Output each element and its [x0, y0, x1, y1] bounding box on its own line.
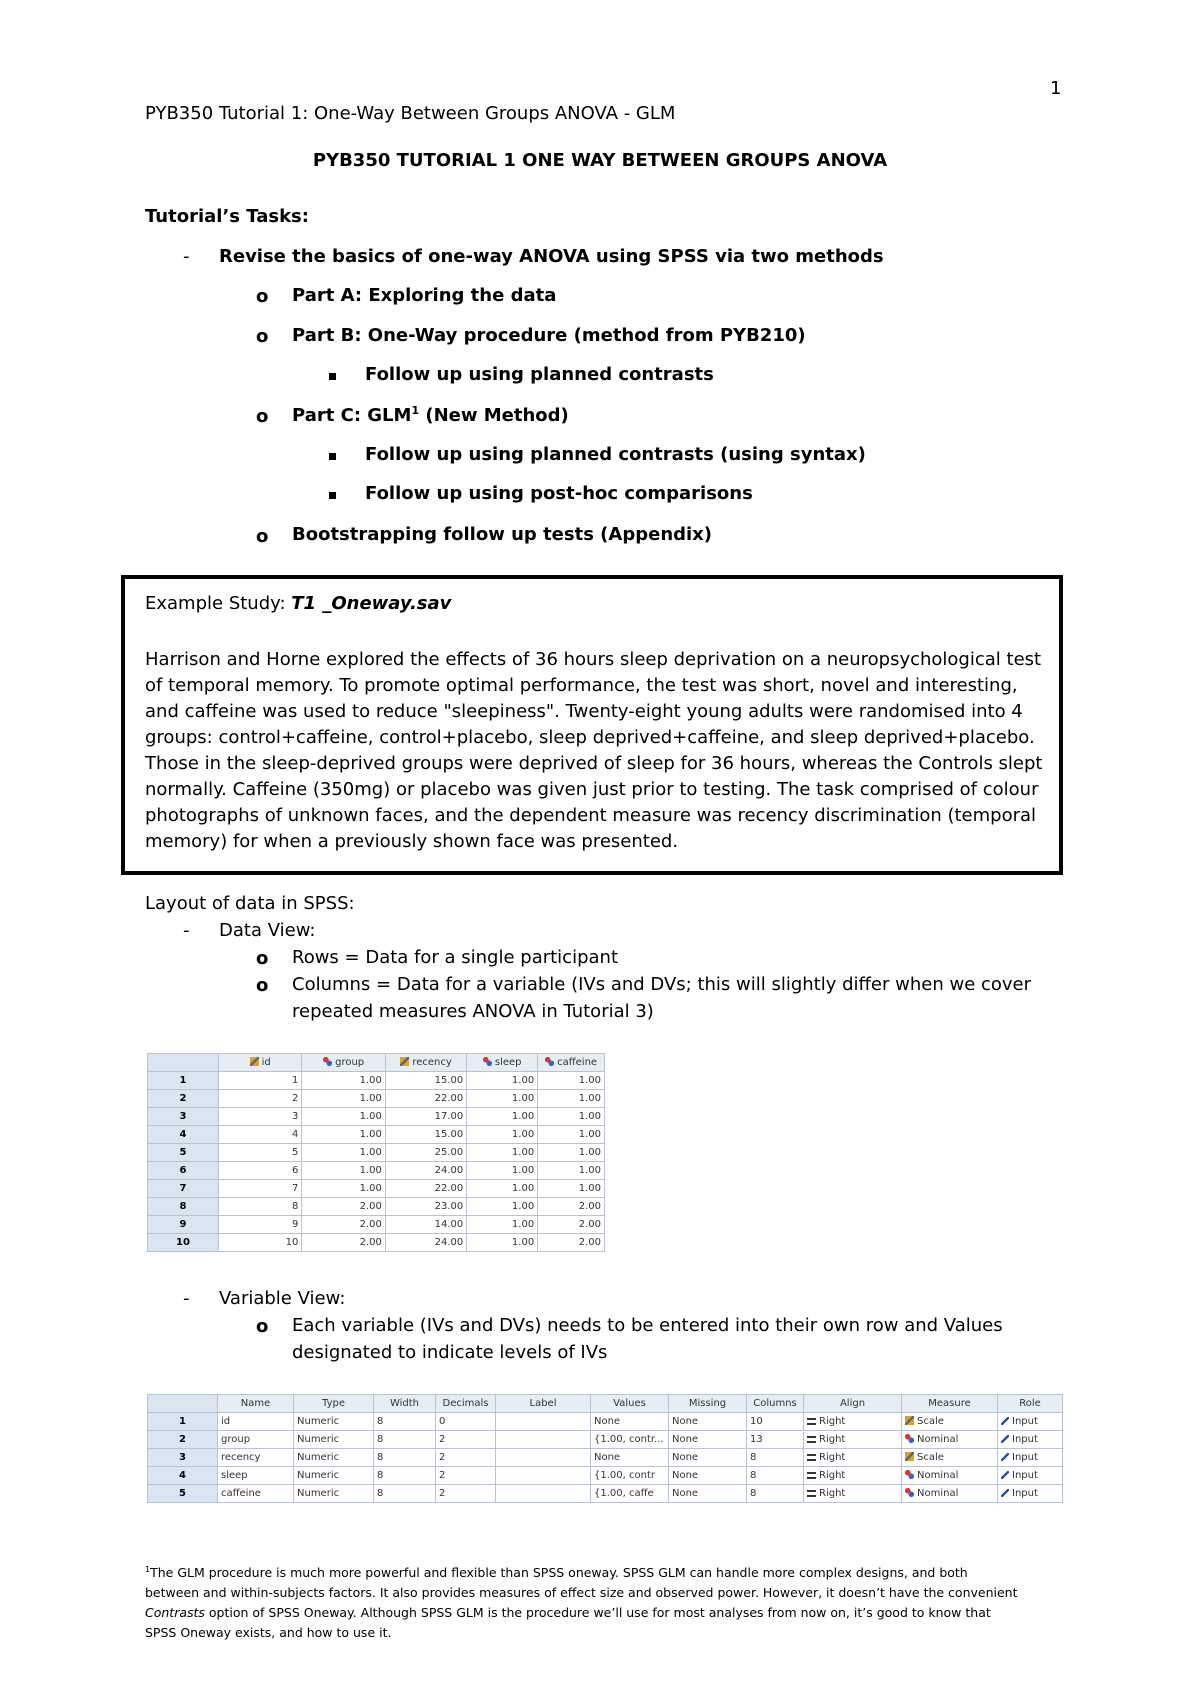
table-cell[interactable]: 8	[374, 1431, 436, 1449]
table-cell[interactable]: Right	[804, 1449, 902, 1467]
table-cell[interactable]: 8	[218, 1198, 301, 1216]
table-cell[interactable]: 1.00	[538, 1072, 605, 1090]
column-header-role[interactable]: Role	[998, 1395, 1063, 1413]
table-cell[interactable]: 25.00	[385, 1144, 466, 1162]
input-role-icon	[1001, 1435, 1009, 1443]
table-cell[interactable]: 1.00	[467, 1198, 538, 1216]
table-row[interactable]	[148, 1162, 605, 1180]
column-header-group[interactable]: group	[302, 1054, 385, 1072]
table-cell[interactable]: 5	[218, 1144, 301, 1162]
table-cell[interactable]: 1.00	[538, 1162, 605, 1180]
task-part-b: Part B: One-Way procedure (method from PYB210)	[292, 325, 806, 346]
input-role-icon	[1001, 1417, 1009, 1425]
table-cell[interactable]: 3	[218, 1108, 301, 1126]
table-row[interactable]	[148, 1072, 605, 1090]
table-cell[interactable]: 15.00	[385, 1126, 466, 1144]
table-cell[interactable]: 2.00	[302, 1216, 385, 1234]
row-number[interactable]: 7	[148, 1180, 219, 1198]
table-cell[interactable]: None	[669, 1467, 747, 1485]
row-number[interactable]: 9	[148, 1216, 219, 1234]
table-row[interactable]	[148, 1090, 605, 1108]
columns-description-2: repeated measures ANOVA in Tutorial 3)	[292, 1001, 654, 1022]
column-header-align[interactable]: Align	[804, 1395, 902, 1413]
task-part-c: Part C: GLM$^1$ (New Method)	[292, 404, 569, 426]
table-row[interactable]	[148, 1485, 1063, 1503]
align-right-icon	[807, 1436, 816, 1443]
table-cell[interactable]: 2.00	[302, 1234, 385, 1252]
table-cell[interactable]: 10	[218, 1234, 301, 1252]
table-cell[interactable]: 17.00	[385, 1108, 466, 1126]
table-cell[interactable]: 1.00	[467, 1126, 538, 1144]
square-bullet	[329, 373, 336, 380]
table-cell[interactable]: 2	[436, 1485, 496, 1503]
variable-view-table	[147, 1394, 1063, 1503]
table-cell[interactable]: 2	[436, 1449, 496, 1467]
row-number[interactable]: 3	[148, 1449, 218, 1467]
example-study-box	[121, 575, 1063, 875]
table-cell[interactable]: 4	[218, 1126, 301, 1144]
row-number[interactable]: 2	[148, 1090, 219, 1108]
table-cell[interactable]: group	[218, 1431, 294, 1449]
table-cell[interactable]: 8	[374, 1449, 436, 1467]
table-cell[interactable]: 1.00	[467, 1216, 538, 1234]
table-row[interactable]	[148, 1180, 605, 1198]
table-cell[interactable]: 24.00	[385, 1162, 466, 1180]
row-number[interactable]: 10	[148, 1234, 219, 1252]
page-number: 1	[1050, 78, 1062, 99]
data-view-table	[147, 1053, 605, 1252]
table-cell[interactable]	[496, 1449, 591, 1467]
dash-bullet: -	[183, 246, 190, 267]
table-cell[interactable]: {1.00, contr	[591, 1467, 669, 1485]
table-cell[interactable]: Right	[804, 1431, 902, 1449]
table-cell[interactable]: 8	[747, 1485, 804, 1503]
table-cell[interactable]: 1.00	[302, 1162, 385, 1180]
table-cell[interactable]: Right	[804, 1467, 902, 1485]
table-row[interactable]	[148, 1431, 1063, 1449]
o-bullet: o	[256, 948, 269, 969]
table-cell[interactable]: Right	[804, 1485, 902, 1503]
table-cell[interactable]: 0	[436, 1413, 496, 1431]
footnote-marker: 1	[145, 1565, 151, 1574]
table-cell[interactable]: 7	[218, 1180, 301, 1198]
scale-icon	[250, 1057, 259, 1066]
table-cell[interactable]: 22.00	[385, 1090, 466, 1108]
input-role-icon	[1001, 1471, 1009, 1479]
table-cell[interactable]: 22.00	[385, 1180, 466, 1198]
table-cell[interactable]: 1.00	[467, 1162, 538, 1180]
input-role-icon	[1001, 1453, 1009, 1461]
document-title: PYB350 TUTORIAL 1 ONE WAY BETWEEN GROUPS ANOVA	[312, 150, 888, 171]
column-header-missing[interactable]: Missing	[669, 1395, 747, 1413]
align-right-icon	[807, 1472, 816, 1479]
table-cell[interactable]: Input	[998, 1413, 1063, 1431]
column-header-id[interactable]: id	[218, 1054, 301, 1072]
table-cell[interactable]: Nominal	[902, 1431, 998, 1449]
table-cell[interactable]: 1.00	[302, 1108, 385, 1126]
align-right-icon	[807, 1490, 816, 1497]
row-number[interactable]: 4	[148, 1126, 219, 1144]
table-cell[interactable]: caffeine	[218, 1485, 294, 1503]
table-cell[interactable]: 6	[218, 1162, 301, 1180]
table-cell[interactable]: Input	[998, 1467, 1063, 1485]
nominal-icon	[545, 1057, 554, 1066]
row-number[interactable]: 2	[148, 1431, 218, 1449]
o-bullet: o	[256, 1316, 269, 1337]
data-view-heading: Data View:	[219, 920, 316, 941]
square-bullet	[329, 453, 336, 460]
table-cell[interactable]: 8	[374, 1413, 436, 1431]
table-cell[interactable]: 15.00	[385, 1072, 466, 1090]
table-row[interactable]	[148, 1216, 605, 1234]
dash-bullet: -	[183, 920, 190, 941]
table-cell[interactable]: 2.00	[538, 1234, 605, 1252]
task-part-b-sub1: Follow up using planned contrasts	[365, 364, 714, 385]
table-cell[interactable]: 2	[218, 1090, 301, 1108]
row-number[interactable]: 1	[148, 1413, 218, 1431]
table-cell[interactable]: None	[669, 1431, 747, 1449]
table-cell[interactable]: 1.00	[467, 1108, 538, 1126]
table-cell[interactable]: 8	[374, 1467, 436, 1485]
table-cell[interactable]: Input	[998, 1485, 1063, 1503]
table-cell[interactable]: 2.00	[302, 1198, 385, 1216]
table-cell[interactable]: 1.00	[302, 1180, 385, 1198]
row-number[interactable]: 6	[148, 1162, 219, 1180]
row-number[interactable]: 5	[148, 1144, 219, 1162]
table-cell[interactable]: 1.00	[467, 1090, 538, 1108]
nominal-icon	[905, 1434, 914, 1443]
table-cell[interactable]: Numeric	[294, 1449, 374, 1467]
table-cell[interactable]: 8	[374, 1485, 436, 1503]
o-bullet: o	[256, 526, 269, 547]
table-cell[interactable]: 2.00	[538, 1198, 605, 1216]
column-header-measure[interactable]: Measure	[902, 1395, 998, 1413]
rows-description: Rows = Data for a single participant	[292, 947, 619, 968]
table-cell[interactable]: 1.00	[467, 1180, 538, 1198]
row-number[interactable]: 4	[148, 1467, 218, 1485]
table-row[interactable]	[148, 1126, 605, 1144]
table-cell[interactable]	[496, 1485, 591, 1503]
nominal-icon	[905, 1488, 914, 1497]
task-part-c-sub2: Follow up using post-hoc comparisons	[365, 483, 753, 504]
task-main: Revise the basics of one-way ANOVA using SPSS via two methods	[219, 246, 884, 267]
table-cell[interactable]: Input	[998, 1449, 1063, 1467]
table-cell[interactable]: 23.00	[385, 1198, 466, 1216]
table-row[interactable]	[148, 1234, 605, 1252]
o-bullet: o	[256, 406, 269, 427]
o-bullet: o	[256, 326, 269, 347]
footnote-ref: 1	[411, 404, 420, 417]
table-cell[interactable]: Numeric	[294, 1431, 374, 1449]
row-number[interactable]: 8	[148, 1198, 219, 1216]
table-row[interactable]	[148, 1449, 1063, 1467]
table-row[interactable]	[148, 1108, 605, 1126]
running-header: PYB350 Tutorial 1: One-Way Between Groups ANOVA - GLM	[145, 103, 676, 124]
column-header-values[interactable]: Values	[591, 1395, 669, 1413]
column-header-label[interactable]: Label	[496, 1395, 591, 1413]
table-cell[interactable]: recency	[218, 1449, 294, 1467]
table-corner	[148, 1395, 218, 1413]
table-cell[interactable]: 10	[747, 1413, 804, 1431]
table-cell[interactable]	[496, 1467, 591, 1485]
table-cell[interactable]: 1.00	[467, 1072, 538, 1090]
tasks-heading: Tutorial’s Tasks:	[145, 206, 309, 227]
dash-bullet: -	[183, 1288, 190, 1309]
column-header-name[interactable]: Name	[218, 1395, 294, 1413]
input-role-icon	[1001, 1489, 1009, 1497]
table-cell[interactable]: 1.00	[467, 1234, 538, 1252]
footnote: $^1$The GLM procedure is much more powerful and flexible than SPSS oneway. SPSS GLM can handle more complex designs, and both between and within-subjects factors. It also provides measures of effect size and observed power. However, it doesn’t have the convenient Contrasts option of SPSS Oneway. Although SPSS GLM is the procedure we’ll use for most analyses from now on, it’s good to know that SPSS Oneway exists, and how to use it.	[145, 1565, 1018, 1641]
column-header-width[interactable]: Width	[374, 1395, 436, 1413]
row-number[interactable]: 3	[148, 1108, 219, 1126]
nominal-icon	[905, 1470, 914, 1479]
nominal-icon	[483, 1057, 492, 1066]
table-cell[interactable]: sleep	[218, 1467, 294, 1485]
table-cell[interactable]: None	[669, 1485, 747, 1503]
square-bullet	[329, 492, 336, 499]
o-bullet: o	[256, 975, 269, 996]
table-cell[interactable]: 2.00	[538, 1216, 605, 1234]
table-cell[interactable]: Numeric	[294, 1485, 374, 1503]
table-row[interactable]	[148, 1467, 1063, 1485]
table-cell[interactable]: Scale	[902, 1449, 998, 1467]
table-cell[interactable]: 1.00	[538, 1090, 605, 1108]
nominal-icon	[323, 1057, 332, 1066]
table-cell[interactable]: Input	[998, 1431, 1063, 1449]
table-cell[interactable]: 1.00	[538, 1126, 605, 1144]
table-cell[interactable]: 13	[747, 1431, 804, 1449]
scale-icon	[905, 1452, 914, 1461]
table-cell[interactable]: Scale	[902, 1413, 998, 1431]
example-label: Example Study: T1 _Oneway.sav	[145, 593, 452, 614]
table-cell[interactable]: Nominal	[902, 1485, 998, 1503]
table-cell[interactable]: 1.00	[538, 1180, 605, 1198]
columns-description-1: Columns = Data for a variable (IVs and DVs; this will slightly differ when we cover	[292, 974, 1032, 995]
table-cell[interactable]: 1.00	[302, 1090, 385, 1108]
table-cell[interactable]: 2	[436, 1431, 496, 1449]
table-cell[interactable]: 8	[747, 1467, 804, 1485]
example-paragraph: Harrison and Horne explored the effects of 36 hours sleep deprivation on a neuropsychological test of temporal memory. To promote optimal performance, the test was short, novel and interesting, and caffeine was used to reduce "sleepiness". Twenty-eight young adults were randomised into 4 groups: control+caffeine, control+placebo, sleep deprived+caffeine, and sleep deprived+placebo. Those in the sleep-deprived groups were deprived of sleep for 36 hours, whereas the Controls slept normally. Caffeine (350mg) or placebo was given just prior to testing. The task comprised of colour photographs of unknown faces, and the dependent measure was recency discrimination (temporal memory) for when a previously shown face was presented.	[145, 649, 1043, 852]
table-cell[interactable]: 1.00	[538, 1108, 605, 1126]
column-header-type[interactable]: Type	[294, 1395, 374, 1413]
align-right-icon	[807, 1454, 816, 1461]
table-cell[interactable]: 14.00	[385, 1216, 466, 1234]
table-cell[interactable]: 2	[436, 1467, 496, 1485]
scale-icon	[905, 1416, 914, 1425]
each-variable-description-2: designated to indicate levels of IVs	[292, 1342, 608, 1363]
table-row[interactable]	[148, 1198, 605, 1216]
layout-heading: Layout of data in SPSS:	[145, 893, 355, 914]
table-cell[interactable]: 1.00	[302, 1126, 385, 1144]
table-corner	[148, 1054, 219, 1072]
table-cell[interactable]: 24.00	[385, 1234, 466, 1252]
table-cell[interactable]: 1.00	[302, 1144, 385, 1162]
table-cell[interactable]: {1.00, contr...	[591, 1431, 669, 1449]
table-cell[interactable]: Nominal	[902, 1467, 998, 1485]
task-bootstrap: Bootstrapping follow up tests (Appendix)	[292, 524, 713, 545]
table-cell[interactable]: None	[591, 1449, 669, 1467]
table-cell[interactable]: Right	[804, 1413, 902, 1431]
task-part-c-sub1: Follow up using planned contrasts (using syntax)	[365, 444, 866, 465]
table-cell[interactable]	[496, 1431, 591, 1449]
table-cell[interactable]: None	[669, 1449, 747, 1467]
column-header-caffeine[interactable]: caffeine	[538, 1054, 605, 1072]
row-number[interactable]: 5	[148, 1485, 218, 1503]
variable-view-heading: Variable View:	[219, 1288, 346, 1309]
table-cell[interactable]: None	[669, 1413, 747, 1431]
table-row[interactable]	[148, 1144, 605, 1162]
table-cell[interactable]: 8	[747, 1449, 804, 1467]
column-header-recency[interactable]: recency	[385, 1054, 466, 1072]
each-variable-description-1: Each variable (IVs and DVs) needs to be entered into their own row and Values	[292, 1315, 1003, 1336]
task-part-a: Part A: Exploring the data	[292, 285, 557, 306]
table-cell[interactable]	[496, 1413, 591, 1431]
table-cell[interactable]: id	[218, 1413, 294, 1431]
table-cell[interactable]: Numeric	[294, 1413, 374, 1431]
table-cell[interactable]: 1.00	[467, 1144, 538, 1162]
scale-icon	[400, 1057, 409, 1066]
table-cell[interactable]: Numeric	[294, 1467, 374, 1485]
table-cell[interactable]: None	[591, 1413, 669, 1431]
column-header-decimals[interactable]: Decimals	[436, 1395, 496, 1413]
align-right-icon	[807, 1418, 816, 1425]
o-bullet: o	[256, 286, 269, 307]
row-number[interactable]: 1	[148, 1072, 219, 1090]
table-cell[interactable]: {1.00, caffe	[591, 1485, 669, 1503]
table-cell[interactable]: 9	[218, 1216, 301, 1234]
table-row[interactable]	[148, 1413, 1063, 1431]
column-header-columns[interactable]: Columns	[747, 1395, 804, 1413]
table-cell[interactable]: 1.00	[538, 1144, 605, 1162]
table-cell[interactable]: 1	[218, 1072, 301, 1090]
example-file: T1 _Oneway.sav	[291, 593, 452, 614]
column-header-sleep[interactable]: sleep	[467, 1054, 538, 1072]
table-cell[interactable]: 1.00	[302, 1072, 385, 1090]
